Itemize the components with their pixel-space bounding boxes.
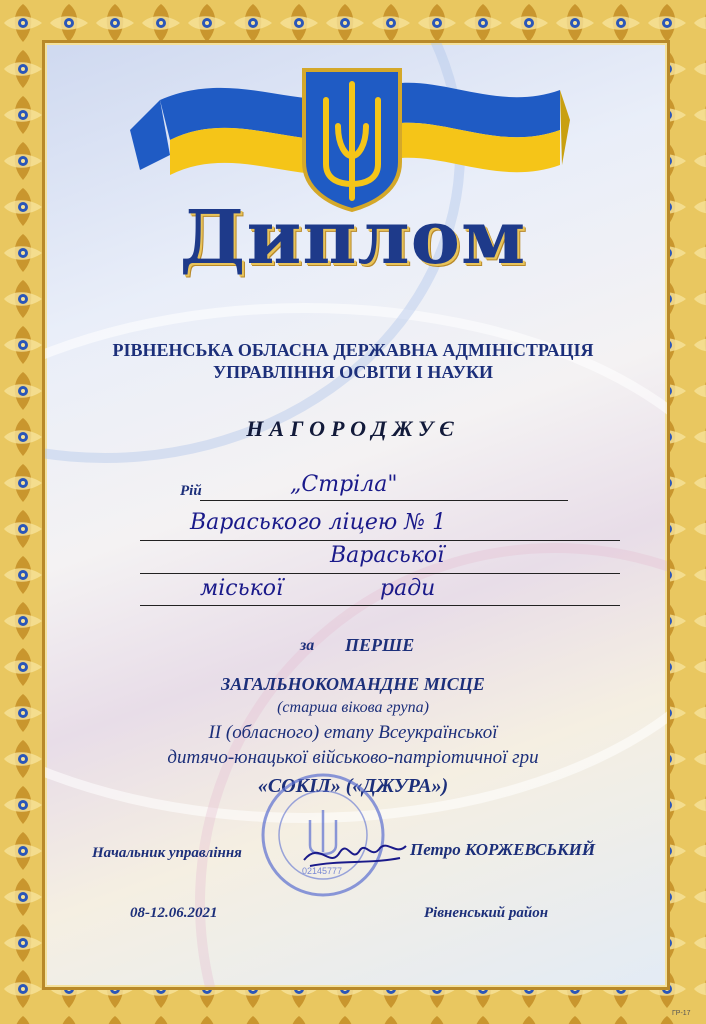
recipient-council-a: міської — [200, 576, 283, 601]
issue-date: 08-12.06.2021 — [130, 905, 218, 921]
detail-line-1: ЗАГАЛЬНОКОМАНДНЕ МІСЦЕ — [221, 674, 485, 694]
detail-line-3: ІІ (обласного) етапу Всеукраїнської — [208, 722, 498, 743]
recipient-line-4 — [140, 605, 620, 606]
detail-line-2: (старша вікова група) — [277, 699, 429, 716]
place-value: ПЕРШЕ — [345, 635, 415, 655]
detail-line-4: дитячо-юнацької військово-патріотичної гри — [167, 747, 539, 768]
recipient-label: Рій — [180, 483, 202, 499]
recipient-line-1 — [200, 500, 568, 501]
signature-position: Начальник управління — [92, 845, 242, 861]
detail-line-5: «СОКІЛ» («ДЖУРА») — [257, 775, 449, 797]
form-code: ГР-17 — [672, 1010, 691, 1017]
coat-of-arms-icon — [300, 66, 404, 212]
recipient-council-b: ради — [380, 576, 436, 601]
recipient-line-3 — [140, 573, 620, 574]
organization-line-1: РІВНЕНСЬКА ОБЛАСНА ДЕРЖАВНА АДМІНІСТРАЦІЯ — [112, 340, 594, 360]
organization-line-2: УПРАВЛІННЯ ОСВІТИ І НАУКИ — [212, 362, 494, 382]
recipient-school: Вараського ліцею № 1 — [190, 510, 447, 535]
recipient-city: Вараської — [330, 543, 445, 568]
stamp-code: 02145777 — [302, 866, 343, 876]
issue-location: Рівненський район — [424, 905, 549, 921]
for-label: за — [300, 637, 315, 654]
signature-name: Петро КОРЖЕВСЬКИЙ — [410, 840, 596, 859]
award-heading: НАГОРОДЖУЄ — [246, 416, 460, 441]
recipient-name: „Стріла" — [290, 472, 398, 497]
recipient-line-2 — [140, 540, 620, 541]
diploma-title: Диплом — [179, 195, 527, 281]
signature-scribble — [300, 830, 410, 880]
